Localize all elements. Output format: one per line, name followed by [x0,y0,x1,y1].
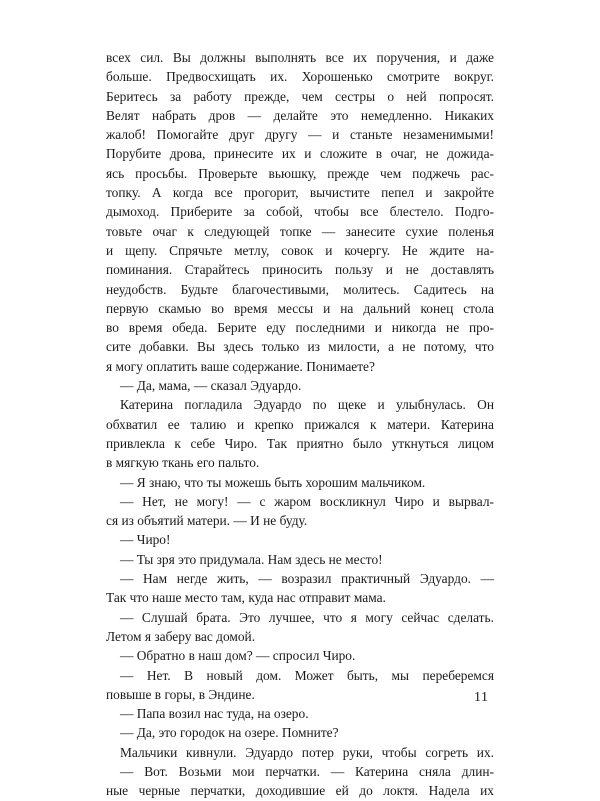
text-line: — Нам негде жить, — возразил практичный Эдуардо. — [120,571,494,587]
text-line: Так что наше место там, куда нас отправит мама. [106,590,386,606]
text-line: ясь просьбы. Проверьте вьюшку, прежде чем поджечь рас- [106,165,494,181]
text-line: — Нет, не могу! — с жаром воскликнул Чиро и вырвал- [120,493,494,509]
text-line: поминания. Старайтесь приносить пользу и не доставлять [106,262,494,278]
text-line: — Да, мама, — сказал Эдуардо. [120,378,302,394]
text-line: привлекла к себе Чиро. Так приятно было уткнуться лицом [106,435,494,451]
text-line: товьте очаг к следующей топке — занесите сухие поленья [106,223,494,239]
text-line: дымоход. Приберите за собой, чтобы все блестело. Подго- [106,204,494,220]
text-line: ные черные перчатки, доходившие ей до локтя. Надела их [106,783,494,799]
text-line: — Слушай брата. Это лучшее, что я могу сейчас сделать. [120,609,494,625]
text-line: Катерина погладила Эдуардо по щеке и улыбнулась. Он [120,397,494,413]
text-line: сите добавки. Вы здесь только из милости, а не потому, что [106,339,494,355]
text-line: неудобств. Будьте благочестивыми, молитесь. Садитесь на [106,281,494,297]
text-line: Беритесь за работу прежде, чем сестры о ней попросят. [106,88,494,104]
text-line: — Вот. Возьми мои перчатки. — Катерина сняла длин- [120,763,494,779]
text-line: Порубите дрова, принесите их и сложите в очаг, не дожида- [106,146,494,162]
text-line: — Да, это городок на озере. Помните? [120,725,339,741]
text-line: Мальчики кивнули. Эдуардо потер руки, чтобы согреть их. [120,744,494,760]
page-number: 11 [474,690,489,705]
text-line: в мягкую ткань его пальто. [106,455,260,471]
text-line: Велят набрать дров — делайте это немедленно. Никаких [106,107,494,123]
text-line: больше. Предвосхищать их. Хорошенько смотрите вокруг. [106,69,494,85]
text-line: я могу оплатить ваше содержание. Понимаете? [106,358,375,374]
text-line: обхватил ее талию и крепко прижался к матери. Катерина [106,416,494,432]
text-line: — Ты зря это придумала. Нам здесь не место! [120,551,383,567]
text-line: во время обеда. Берите еду последними и никогда не про- [106,320,494,336]
text-line: всех сил. Вы должны выполнять все их поручения, и даже [106,50,494,65]
text-line: первую скамью во время мессы и на дальний конец стола [106,300,494,316]
text-line: — Чиро! [120,532,171,548]
text-line: Летом я заберу вас домой. [106,628,256,644]
text-line: — Нет. В новый дом. Может быть, мы переберемся [120,667,494,683]
text-line: топку. А когда все прогорит, вычистите пепел и закройте [106,185,494,201]
text-line: и щепу. Спрячьте метлу, совок и кочергу. Не ждите на- [106,242,494,258]
text-line: повыше в горы, в Эндине. [106,686,255,702]
text-line: ся из объятий матери. — И не буду. [106,513,308,529]
text-line: — Я знаю, что ты можешь быть хорошим мальчиком. [120,474,426,490]
text-line: — Папа возил нас туда, на озеро. [120,706,309,722]
body-text [106,48,494,801]
text-line: — Обратно в наш дом? — спросил Чиро. [120,648,356,664]
book-page-text [106,48,494,801]
text-line: жалоб! Помогайте друг другу — и станьте незаменимыми! [106,127,494,143]
